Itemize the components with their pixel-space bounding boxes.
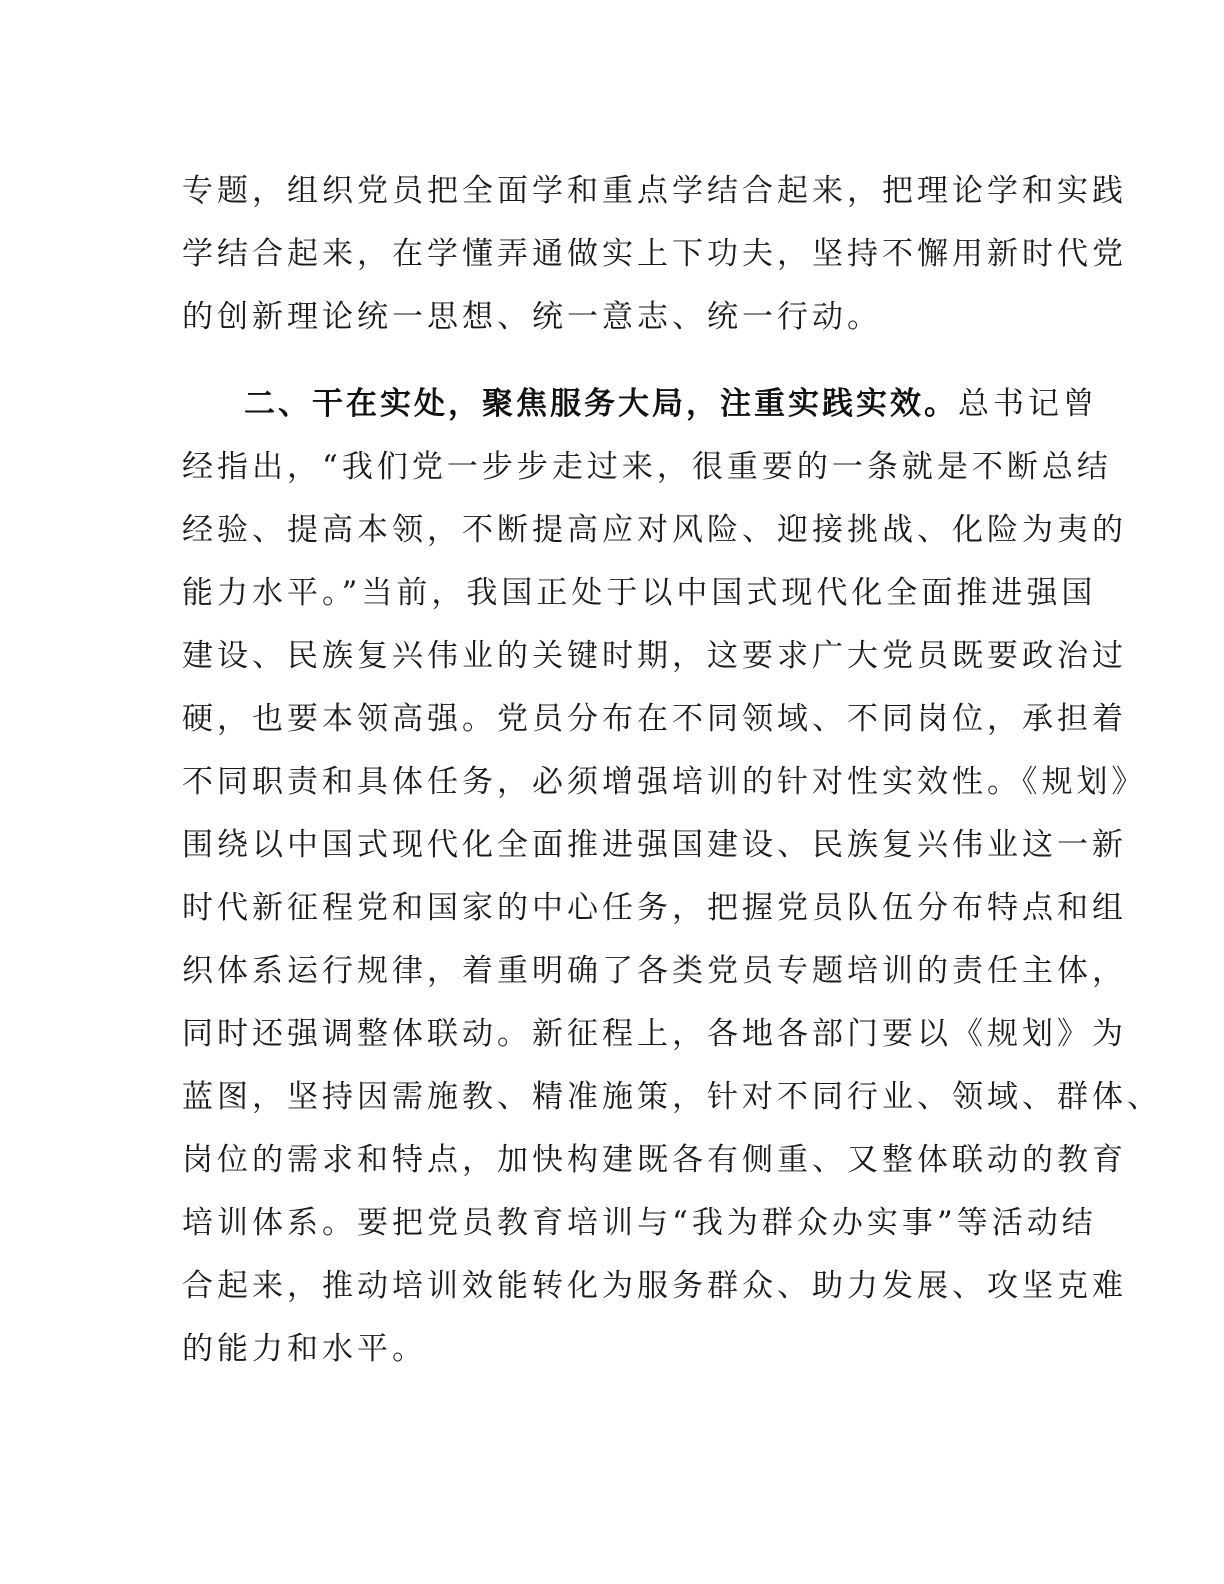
section-heading-line: [182, 373, 1098, 436]
text-line: 蓝图，坚持因需施教、精准施策，针对不同行业、领域、群体、: [182, 1079, 1162, 1115]
text-line: 经指出，“我们党一步步走过来，很重要的一条就是不断总结: [182, 449, 1112, 485]
paragraph-section-two: [182, 373, 1162, 1381]
text-run: 总书记曾: [958, 386, 1098, 422]
text-line: 学结合起来，在学懂弄通做实上下功夫，坚持不懈用新时代党: [182, 236, 1127, 272]
paragraph-continuation: [182, 160, 1127, 349]
text-line: 经验、提高本领，不断提高应对风险、迎接挑战、化险为夷的: [182, 512, 1127, 548]
text-line: 的能力和水平。: [182, 1331, 427, 1367]
text-line: 不同职责和具体任务，必须增强培训的针对性实效性。《规划》: [182, 764, 1147, 800]
text-line: 能力水平。”当前，我国正处于以中国式现代化全面推进强国: [182, 575, 1097, 611]
text-line: 培训体系。要把党员教育培训与“我为群众办实事”等活动结: [182, 1205, 1097, 1241]
text-line: 的创新理论统一思想、统一意志、统一行动。: [182, 299, 882, 335]
text-line: 专题，组织党员把全面学和重点学结合起来，把理论学和实践: [182, 173, 1127, 209]
section-heading: 二、干在实处，聚焦服务大局，注重实践实效。: [244, 386, 958, 422]
text-line: 围绕以中国式现代化全面推进强国建设、民族复兴伟业这一新: [182, 827, 1127, 863]
text-line: 合起来，推动培训效能转化为服务群众、助力发展、攻坚克难: [182, 1268, 1127, 1304]
text-line: 岗位的需求和特点，加快构建既各有侧重、又整体联动的教育: [182, 1142, 1127, 1178]
text-line: 同时还强调整体联动。新征程上，各地各部门要以《规划》为: [182, 1016, 1127, 1052]
text-line: 时代新征程党和国家的中心任务，把握党员队伍分布特点和组: [182, 890, 1127, 926]
text-line: 硬，也要本领高强。党员分布在不同领域、不同岗位，承担着: [182, 701, 1127, 737]
text-line: 织体系运行规律，着重明确了各类党员专题培训的责任主体，: [182, 953, 1127, 989]
text-line: 建设、民族复兴伟业的关键时期，这要求广大党员既要政治过: [182, 638, 1127, 674]
